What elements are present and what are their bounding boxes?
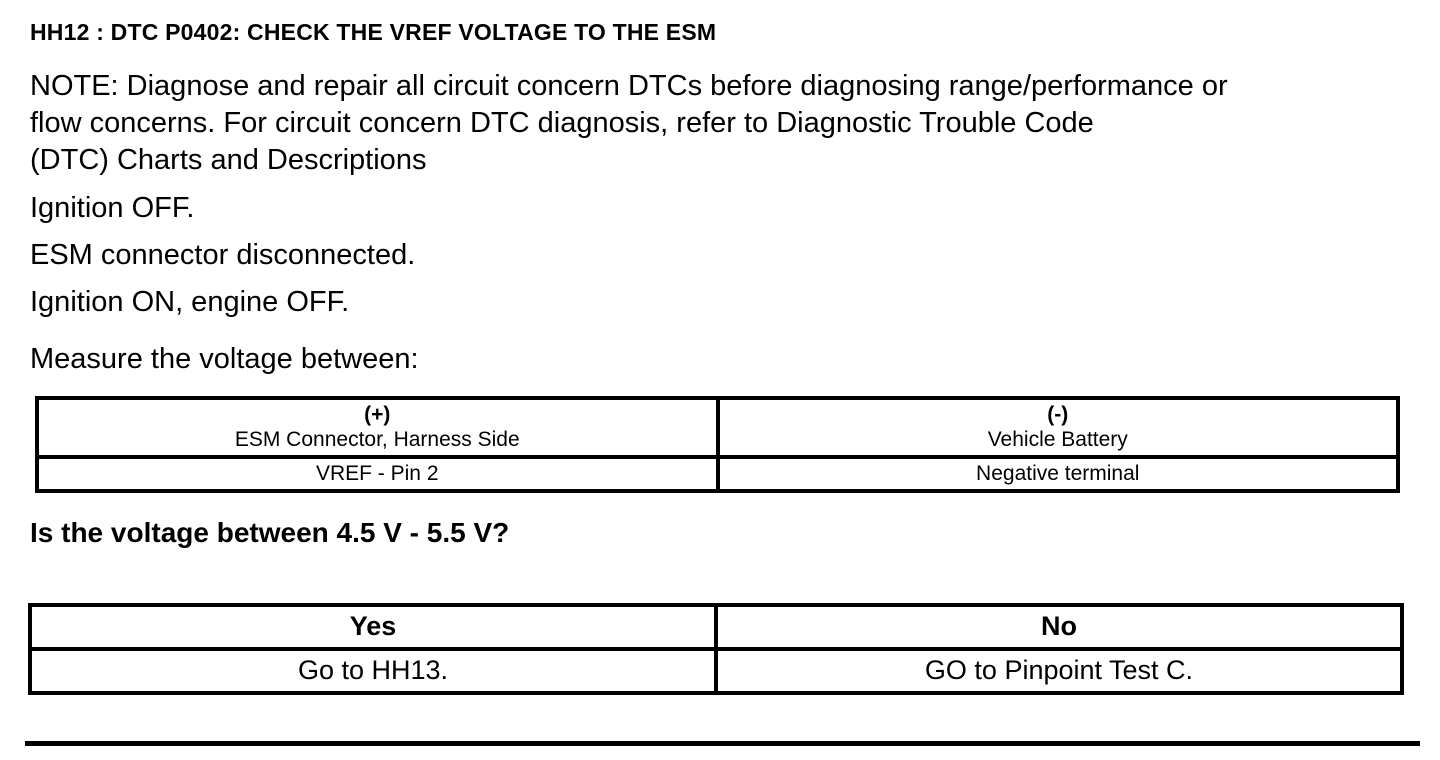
measurement-negative-header-cell [718, 398, 1399, 457]
voltage-measurement-table [35, 396, 1400, 493]
positive-measurement-point: VREF - Pin 2 [37, 457, 718, 491]
measurement-header-row [37, 398, 1398, 457]
measurement-point-row [37, 457, 1398, 491]
note-line-1: NOTE: Diagnose and repair all circuit concern DTCs before diagnosing range/performance or [30, 70, 1228, 102]
note-line-3: (DTC) Charts and Descriptions [30, 144, 427, 176]
decision-header-row [30, 605, 1402, 649]
decision-no-header: No [716, 605, 1402, 649]
step-ignition-off: Ignition OFF. [30, 192, 195, 224]
note-paragraph [30, 68, 1412, 179]
decision-no-action: GO to Pinpoint Test C. [716, 649, 1402, 693]
decision-yes-action: Go to HH13. [30, 649, 716, 693]
decision-yes-header: Yes [30, 605, 716, 649]
section-divider-rule [25, 741, 1420, 746]
decision-action-row [30, 649, 1402, 693]
negative-polarity-label: (-) [1047, 403, 1069, 426]
positive-polarity-label: (+) [364, 403, 391, 426]
measure-voltage-instruction: Measure the voltage between: [30, 343, 419, 375]
step-esm-connector-disconnected: ESM connector disconnected. [30, 239, 416, 271]
negative-measurement-point: Negative terminal [718, 457, 1399, 491]
negative-connector-label: Vehicle Battery [987, 428, 1128, 451]
note-line-2: flow concerns. For circuit concern DTC diagnosis, refer to Diagnostic Trouble Code [30, 107, 1094, 139]
measurement-positive-header-cell [37, 398, 718, 457]
positive-connector-label: ESM Connector, Harness Side [234, 428, 520, 451]
step-ignition-on-engine-off: Ignition ON, engine OFF. [30, 286, 350, 318]
voltage-range-question: Is the voltage between 4.5 V - 5.5 V? [30, 517, 510, 548]
page-title: HH12 : DTC P0402: CHECK THE VREF VOLTAGE TO THE ESM [30, 19, 717, 45]
decision-table [28, 603, 1404, 695]
